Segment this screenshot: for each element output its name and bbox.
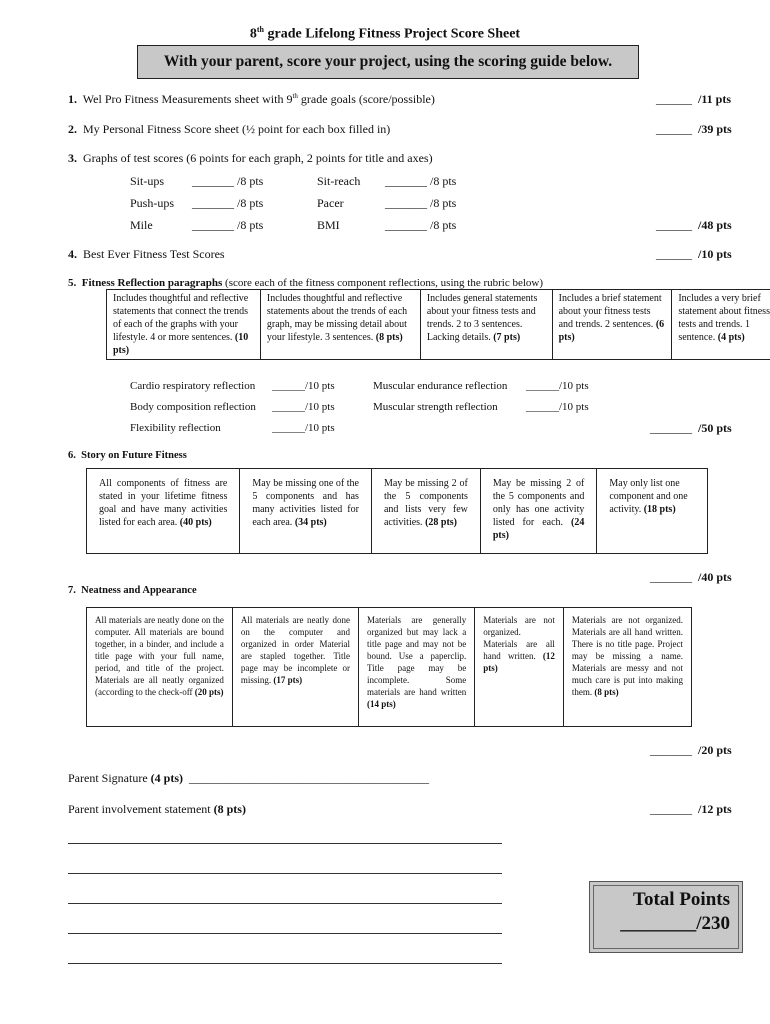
graph-pacer-label: Pacer — [317, 196, 344, 210]
item-2-score[interactable]: ______ /39 pts — [656, 122, 732, 136]
story-rubric — [86, 468, 708, 554]
involvement-line-1[interactable] — [68, 843, 502, 844]
item-4-score[interactable]: ______ /10 pts — [656, 247, 732, 261]
involvement-line-3[interactable] — [68, 903, 502, 904]
total-points-box — [589, 881, 743, 953]
rubric-7-cell-2: All materials are neatly done on the computer and organized in order Material are stapled together. Title page may be incomplete or missing. (17 pts) — [232, 608, 358, 727]
reflection-strength-label: Muscular strength reflection — [373, 401, 498, 413]
reflection-cardio-label: Cardio respiratory reflection — [130, 380, 256, 392]
rubric-7-cell-3: Materials are generally organized but may lack a title page and may not be bound. Use a paperclip. Title page may be incomplete. Some materials are hand written (14 pts) — [359, 608, 475, 727]
parent-involvement-score[interactable]: _______ /12 pts — [650, 802, 732, 816]
item-2: 2. My Personal Fitness Score sheet (½ point for each box filled in) — [68, 122, 391, 136]
rubric-7-cell-1: All materials are neatly done on the computer. All materials are bound together, in a binder, and include a title page with your full name, period, and title of the project. Materials are all neatly organized (according to the check-off (20 pts) — [87, 608, 233, 727]
item-4: 4. Best Ever Fitness Test Scores — [68, 247, 225, 261]
instruction-banner: With your parent, score your project, using the scoring guide below. — [137, 45, 639, 79]
graph-pushups-score[interactable]: _______ /8 pts — [192, 196, 264, 210]
parent-involvement-label: Parent involvement statement (8 pts) — [68, 802, 246, 816]
graph-mile-score[interactable]: _______ /8 pts — [192, 218, 264, 232]
rubric-5-cell-4: Includes a brief statement about your fitness tests and trends. 2 sentences. (6 pts) — [552, 290, 672, 360]
reflection-cardio-score[interactable]: ______/10 pts — [272, 380, 335, 392]
rubric-7-cell-5: Materials are not organized. Materials are all hand written. There is no title page. Project may be missing a name. Materials are messy and not much care is put into making them. (8 pts) — [563, 608, 691, 727]
graph-bmi-score[interactable]: _______ /8 pts — [385, 218, 457, 232]
rubric-6-cell-4: May be missing 2 of the 5 components and only has one activity listed for each. (24 pts) — [480, 469, 596, 554]
total-points-value[interactable]: ________/230 — [620, 913, 730, 934]
graph-situps-label: Sit-ups — [130, 174, 165, 188]
graph-sitreach-label: Sit-reach — [317, 174, 361, 188]
rubric-6-cell-1: All components of fitness are stated in your lifetime fitness goal and have many activities listed for each area. (40 pts) — [87, 469, 240, 554]
graph-sitreach-score[interactable]: _______ /8 pts — [385, 174, 457, 188]
rubric-5-cell-1: Includes thoughtful and reflective statements that connect the trends of each of the graphs with your lifestyle. 4 or more sentences. (10 pts) — [107, 290, 261, 360]
item-7-score[interactable]: _______ /20 pts — [650, 743, 732, 757]
reflection-endurance-label: Muscular endurance reflection — [373, 380, 508, 392]
graph-bmi-label: BMI — [317, 218, 340, 232]
involvement-line-2[interactable] — [68, 873, 502, 874]
rubric-5-cell-5: Includes a very brief statement about fitness tests and trends. 1 sentence. (4 pts) — [672, 290, 770, 360]
rubric-5-cell-3: Includes general statements about your fitness tests and trends. 2 to 3 sentences. Lacking details. (7 pts) — [420, 290, 552, 360]
involvement-line-5[interactable] — [68, 963, 502, 964]
total-points-label: Total Points — [633, 889, 730, 910]
reflection-body-label: Body composition reflection — [130, 401, 256, 413]
graph-pacer-score[interactable]: _______ /8 pts — [385, 196, 457, 210]
item-6-score[interactable]: _______ /40 pts — [650, 570, 732, 584]
neatness-rubric — [86, 607, 692, 727]
item-5-heading: 5. Fitness Reflection paragraphs (score each of the fitness component reflections, using the rubric below) — [68, 277, 544, 289]
item-1: 1. Wel Pro Fitness Measurements sheet with 9th grade goals (score/possible) — [68, 92, 435, 106]
rubric-7-cell-4: Materials are not organized. Materials are all hand written. (12 pts) — [475, 608, 564, 727]
rubric-5-cell-2: Includes thoughtful and reflective statements about the trends of each graph, may be missing detail about your lifestyle. 3 sentences. (8 pts) — [260, 290, 420, 360]
involvement-line-4[interactable] — [68, 933, 502, 934]
parent-signature[interactable]: Parent Signature (4 pts) ________________________________________ — [68, 771, 429, 785]
rubric-6-cell-2: May be missing one of the 5 components and has many activities listed for each area. (34 pts) — [240, 469, 372, 554]
item-3-score[interactable]: ______ /48 pts — [656, 218, 732, 232]
reflection-flexibility-label: Flexibility reflection — [130, 422, 221, 434]
page-title: 8th grade Lifelong Fitness Project Score Sheet — [249, 25, 521, 42]
item-6-heading: 6. Story on Future Fitness — [68, 450, 187, 461]
graph-pushups-label: Push-ups — [130, 196, 175, 210]
item-7-heading: 7. Neatness and Appearance — [68, 585, 197, 596]
reflection-strength-score[interactable]: ______/10 pts — [526, 401, 589, 413]
item-3: 3. Graphs of test scores (6 points for each graph, 2 points for title and axes) — [68, 151, 433, 165]
item-5-score[interactable]: _______ /50 pts — [650, 421, 732, 435]
rubric-6-cell-3: May be missing 2 of the 5 components and lists very few activities. (28 pts) — [371, 469, 480, 554]
item-1-score[interactable]: ______ /11 pts — [656, 92, 732, 106]
reflection-endurance-score[interactable]: ______/10 pts — [526, 380, 589, 392]
reflection-rubric — [106, 289, 770, 360]
reflection-flexibility-score[interactable]: ______/10 pts — [272, 422, 335, 434]
rubric-6-cell-5: May only list one component and one activity. (18 pts) — [597, 469, 708, 554]
reflection-body-score[interactable]: ______/10 pts — [272, 401, 335, 413]
graph-mile-label: Mile — [130, 218, 153, 232]
graph-situps-score[interactable]: _______ /8 pts — [192, 174, 264, 188]
